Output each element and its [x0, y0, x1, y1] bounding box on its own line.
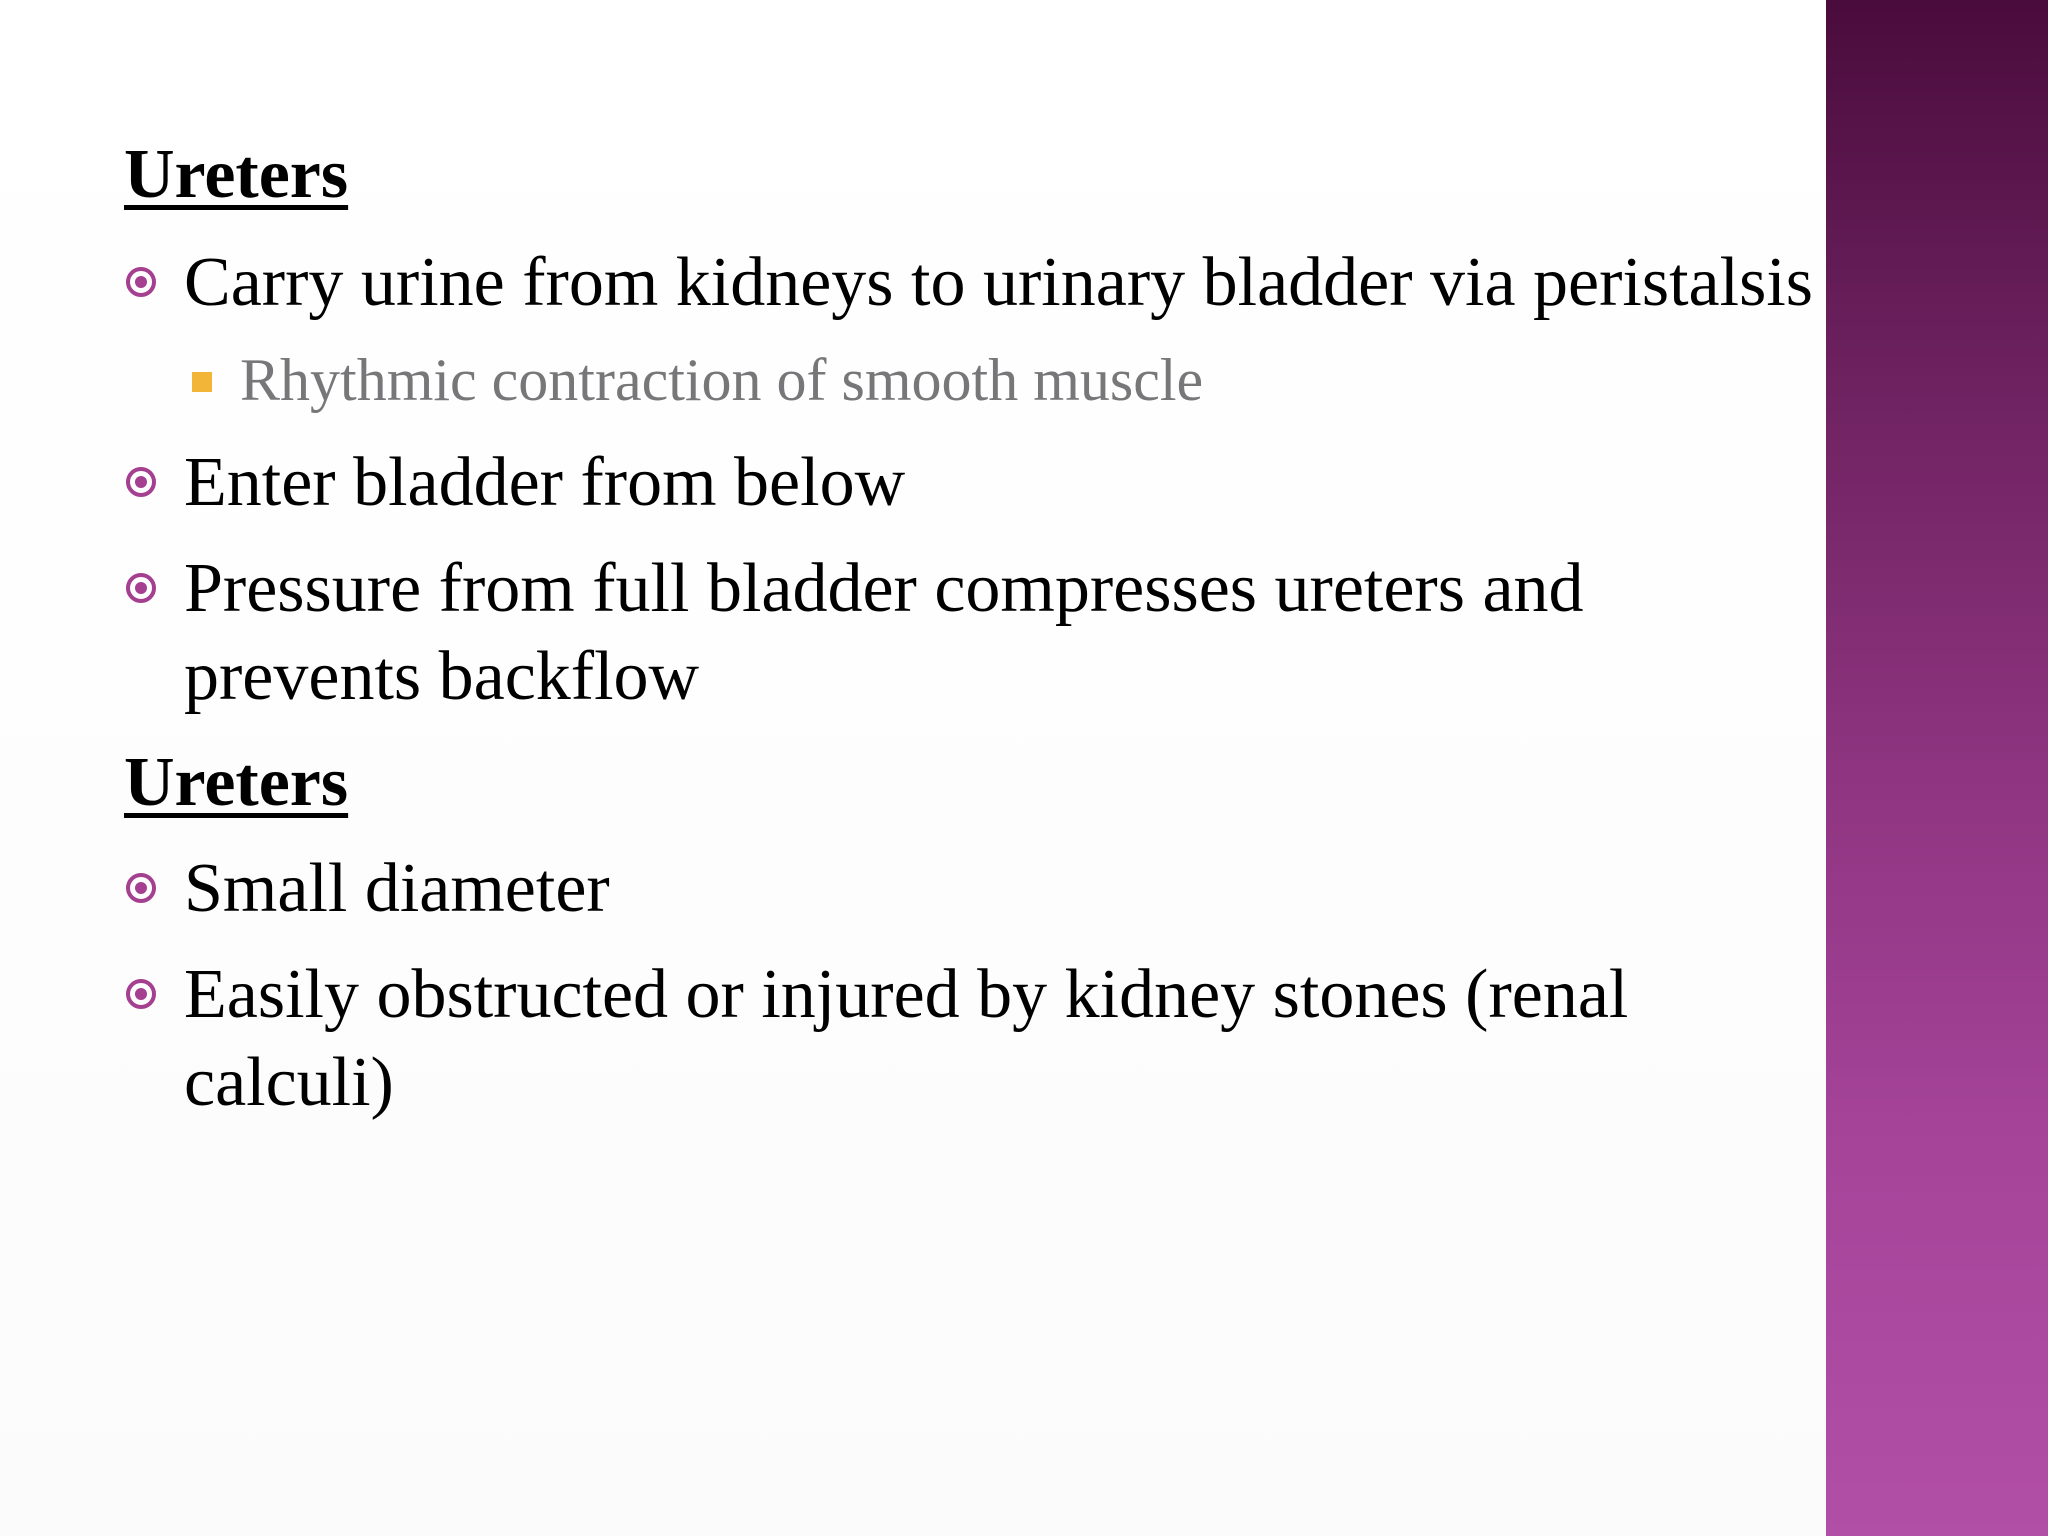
bullet-text: Carry urine from kidneys to urinary bladder via peristalsis: [184, 244, 1814, 321]
bullet-text: Enter bladder from below: [184, 444, 906, 521]
circle-dot-icon: [126, 467, 156, 497]
circle-dot-icon: [126, 979, 156, 1009]
bullet-text: Small diameter: [184, 850, 610, 927]
circle-dot-icon: [126, 267, 156, 297]
circle-dot-icon: [126, 873, 156, 903]
bullet-text-continuation: calculi): [184, 1044, 394, 1121]
bullet-text: Pressure from full bladder compresses ureters and: [184, 550, 1584, 627]
bullet-text: Easily obstructed or injured by kidney stones (renal: [184, 956, 1629, 1033]
sub-bullet-text: Rhythmic contraction of smooth muscle: [240, 347, 1204, 413]
circle-dot-icon: [126, 573, 156, 603]
section-heading-2: Ureters: [124, 744, 349, 821]
section-heading-1: Ureters: [124, 136, 349, 213]
square-icon: [192, 372, 212, 392]
bullet-text-continuation: prevents backflow: [184, 638, 700, 715]
